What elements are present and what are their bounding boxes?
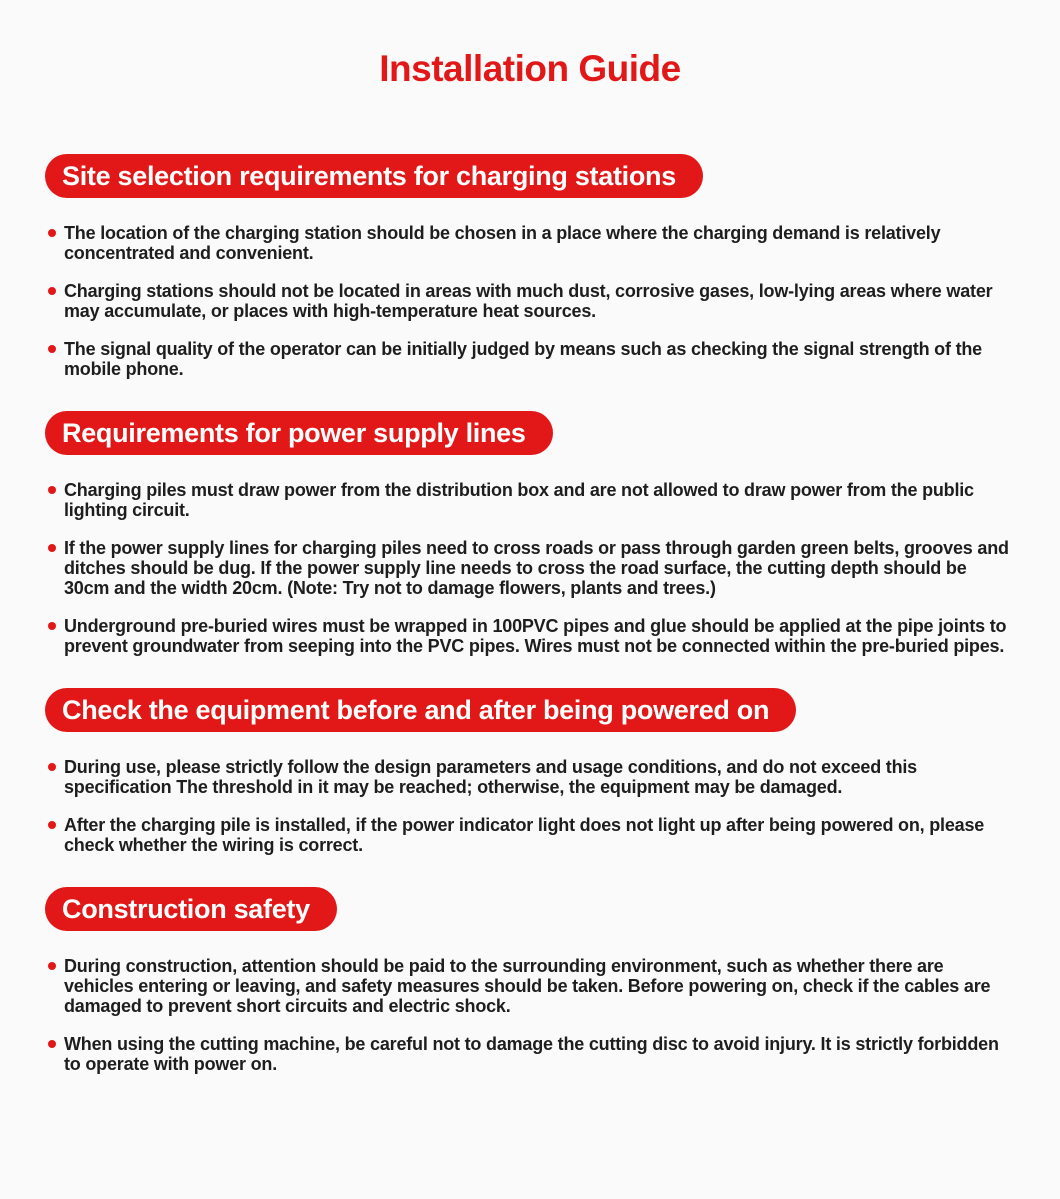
bullet-text: During use, please strictly follow the design parameters and usage conditions, and do not exceed this specification The threshold in it may be reached; otherwise, the equipment may be damaged. — [64, 757, 917, 797]
bullet-text: When using the cutting machine, be careful not to damage the cutting disc to avoid injury. It is strictly forbidden to operate with power on. — [64, 1034, 999, 1074]
bullet-item — [48, 281, 1023, 321]
section-heading-label: Construction safety — [62, 894, 310, 924]
bullet-item — [48, 956, 1023, 1016]
bullet-item — [48, 616, 1023, 656]
section-heading-banner — [45, 688, 796, 732]
section-heading-banner — [45, 887, 337, 931]
section-heading-label: Check the equipment before and after being powered on — [62, 695, 770, 725]
section-heading-label: Site selection requirements for charging stations — [62, 161, 676, 191]
bullet-text: The location of the charging station should be chosen in a place where the charging demand is relatively concentrated and convenient. — [64, 223, 941, 263]
bullet-item — [48, 1034, 1023, 1074]
bullet-list — [48, 480, 1023, 656]
bullet-dot-icon — [48, 544, 56, 552]
bullet-dot-icon — [48, 486, 56, 494]
bullet-text: Charging piles must draw power from the distribution box and are not allowed to draw power from the public lighting circuit. — [64, 480, 974, 520]
bullet-dot-icon — [48, 821, 56, 829]
section-heading-banner — [45, 411, 553, 455]
section-power-supply-lines — [0, 411, 1060, 656]
bullet-dot-icon — [48, 345, 56, 353]
bullet-text: After the charging pile is installed, if the power indicator light does not light up after being powered on, please check whether the wiring is correct. — [64, 815, 985, 855]
page-title: Installation Guide — [379, 48, 681, 89]
bullet-item — [48, 538, 1023, 598]
bullet-item — [48, 480, 1023, 520]
bullet-text: The signal quality of the operator can be initially judged by means such as checking the signal strength of the mobile phone. — [64, 339, 982, 379]
bullet-list — [48, 223, 1023, 379]
bullet-dot-icon — [48, 287, 56, 295]
section-site-selection — [0, 154, 1060, 379]
bullet-text: If the power supply lines for charging piles need to cross roads or pass through garden green belts, grooves and ditches should be dug. If the power supply line needs to cross the road surface, the cutting depth should be 30cm and the width 20cm. (Note: Try not to damage flowers, plants and trees.) — [64, 538, 1009, 598]
bullet-list — [48, 956, 1023, 1074]
bullet-dot-icon — [48, 962, 56, 970]
bullet-dot-icon — [48, 229, 56, 237]
section-heading-banner — [45, 154, 703, 198]
bullet-text: Charging stations should not be located in areas with much dust, corrosive gases, low-lying areas where water may accumulate, or places with high-temperature heat sources. — [64, 281, 993, 321]
guide-sections — [0, 154, 1060, 1074]
bullet-list — [48, 757, 1023, 855]
bullet-dot-icon — [48, 1040, 56, 1048]
section-check-equipment — [0, 688, 1060, 855]
bullet-dot-icon — [48, 622, 56, 630]
bullet-text: During construction, attention should be paid to the surrounding environment, such as whether there are vehicles entering or leaving, and safety measures should be taken. Before powering on, check if the cables are damaged to prevent short circuits and electric shock. — [64, 956, 991, 1016]
bullet-item — [48, 339, 1023, 379]
bullet-item — [48, 757, 1023, 797]
section-heading-label: Requirements for power supply lines — [62, 418, 526, 448]
bullet-item — [48, 815, 1023, 855]
section-construction-safety — [0, 887, 1060, 1074]
bullet-item — [48, 223, 1023, 263]
bullet-dot-icon — [48, 763, 56, 771]
bullet-text: Underground pre-buried wires must be wrapped in 100PVC pipes and glue should be applied at the pipe joints to prevent groundwater from seeping into the PVC pipes. Wires must not be connected within the pre-buried pipes. — [64, 616, 1007, 656]
